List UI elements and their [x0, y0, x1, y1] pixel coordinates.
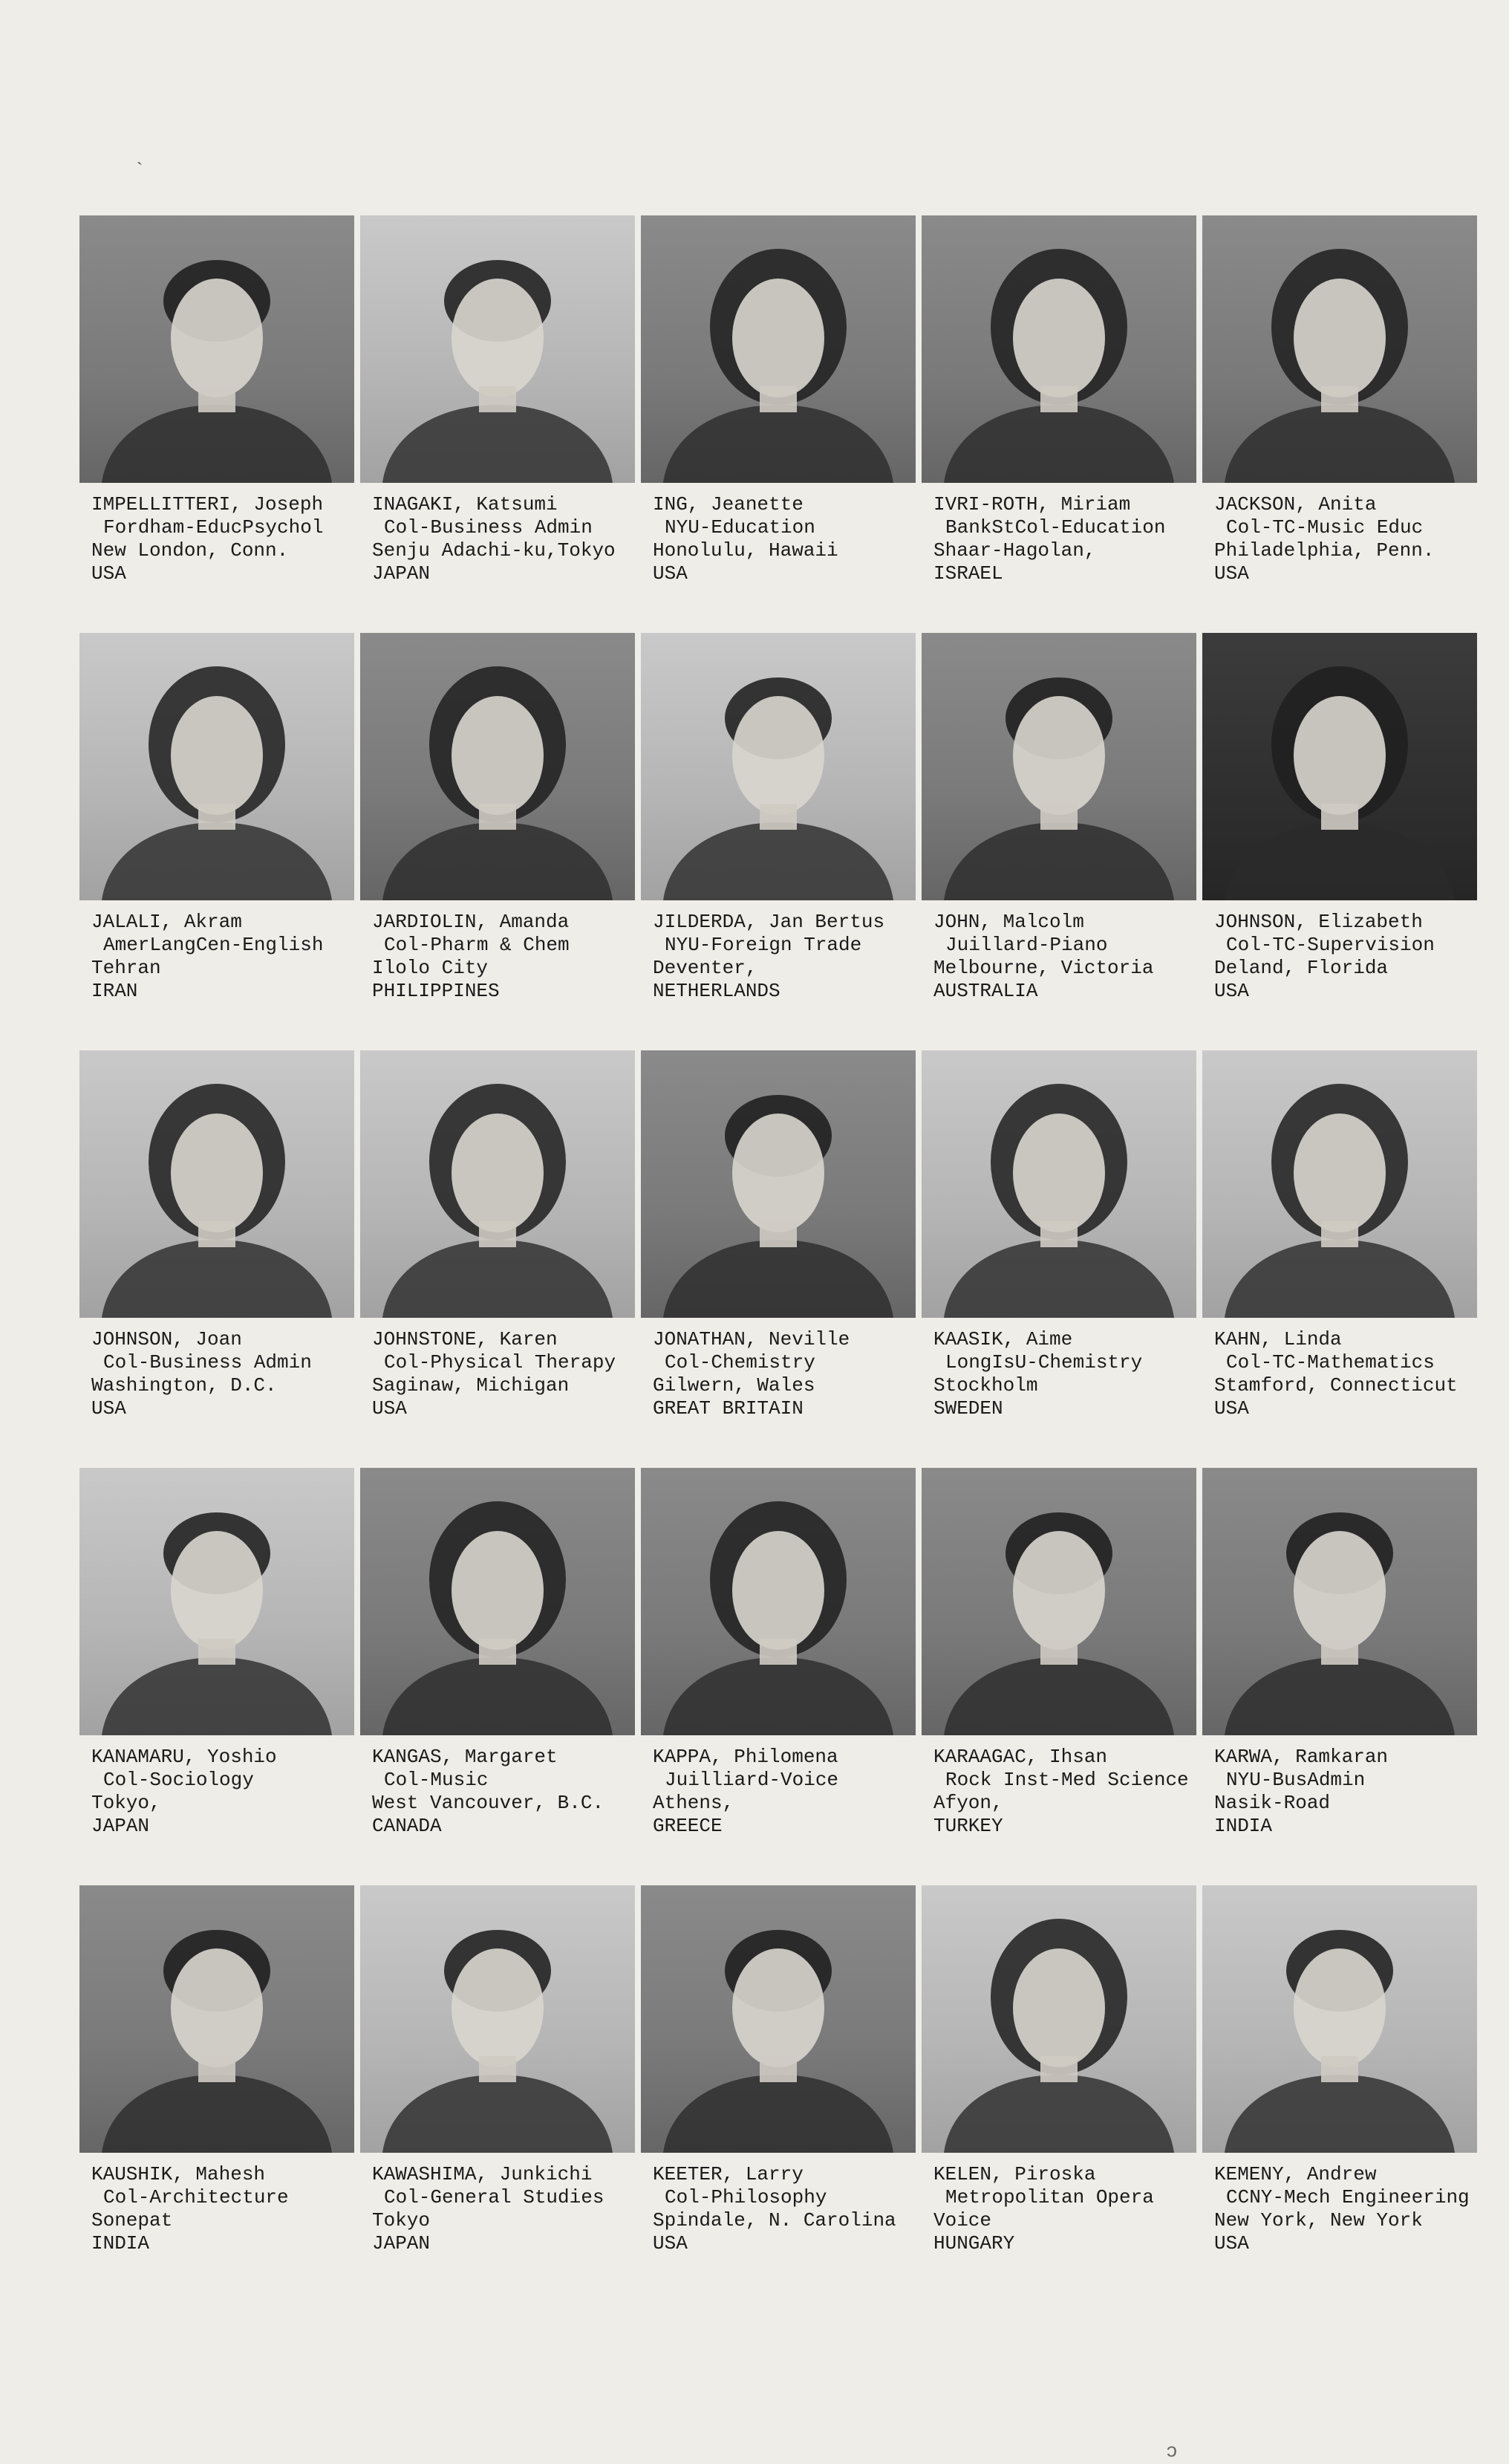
student-country: ISRAEL [933, 562, 1003, 585]
student-country: JAPAN [372, 2232, 431, 2255]
student-caption [922, 911, 1201, 1003]
student-caption [641, 1746, 920, 1838]
student-card [922, 1050, 1201, 1468]
student-card [79, 1050, 359, 1468]
portrait-photo [641, 1885, 916, 2153]
portrait-photo [360, 1050, 635, 1318]
student-city: New London, Conn. [91, 539, 289, 562]
student-caption [360, 911, 639, 1003]
student-name: IMPELLITTERI, Joseph [91, 493, 324, 516]
student-card [360, 1468, 639, 1885]
student-card [79, 1885, 359, 2303]
student-caption [1202, 1328, 1482, 1420]
student-name: KELEN, Piroska [933, 2163, 1096, 2185]
student-name: JILDERDA, Jan Bertus [653, 911, 885, 933]
portrait-photo [1202, 215, 1477, 483]
student-name: JOHNSON, Joan [91, 1328, 242, 1350]
student-name: JOHNSON, Elizabeth [1214, 911, 1423, 933]
portrait-photo [360, 1468, 635, 1735]
student-school: Col-General Studies [384, 2186, 604, 2208]
page-corner-mark: ɔ [1166, 2440, 1178, 2463]
student-city: Ilolo City [372, 957, 489, 979]
student-name: JARDIOLIN, Amanda [372, 911, 570, 933]
student-caption [360, 1328, 639, 1420]
student-school: Juilliard-Voice [665, 1769, 839, 1791]
student-name: KANGAS, Margaret [372, 1746, 558, 1768]
portrait-photo [360, 1885, 635, 2153]
student-caption [1202, 493, 1482, 585]
student-card [922, 633, 1201, 1050]
student-portrait-grid [79, 215, 1483, 2303]
student-country: INDIA [1214, 1815, 1273, 1837]
student-country: IRAN [91, 980, 138, 1002]
student-country: SWEDEN [933, 1397, 1003, 1420]
student-name: KAPPA, Philomena [653, 1746, 838, 1768]
portrait-photo [1202, 633, 1477, 900]
student-name: JOHNSTONE, Karen [372, 1328, 558, 1350]
portrait-photo [79, 215, 354, 483]
student-city: Voice [933, 2209, 992, 2231]
student-caption [922, 2163, 1201, 2255]
student-country: NETHERLANDS [653, 980, 780, 1002]
student-card [922, 1468, 1201, 1885]
student-country: USA [1214, 562, 1249, 585]
student-country: USA [372, 1397, 407, 1420]
student-city: Washington, D.C. [91, 1374, 277, 1397]
student-country: AUSTRALIA [933, 980, 1038, 1002]
student-school: Col-Sociology [103, 1769, 254, 1791]
student-card [79, 1468, 359, 1885]
student-card [1202, 1050, 1482, 1468]
student-country: GREECE [653, 1815, 723, 1837]
student-school: Col-Pharm & Chem [384, 934, 570, 956]
student-caption [922, 1328, 1201, 1420]
student-caption [641, 493, 920, 585]
student-card [1202, 1885, 1482, 2303]
student-card [79, 215, 359, 633]
student-caption [79, 493, 359, 585]
student-name: KANAMARU, Yoshio [91, 1746, 277, 1768]
student-city: Tokyo, [91, 1792, 161, 1814]
portrait-photo [922, 633, 1196, 900]
student-caption [1202, 911, 1482, 1003]
portrait-photo [922, 1050, 1196, 1318]
student-school: Col-Philosophy [665, 2186, 827, 2208]
student-city: Sonepat [91, 2209, 173, 2231]
student-name: INAGAKI, Katsumi [372, 493, 558, 516]
student-school: NYU-Education [665, 516, 815, 539]
student-card [641, 633, 920, 1050]
student-card [360, 1885, 639, 2303]
student-school: NYU-BusAdmin [1226, 1769, 1366, 1791]
student-caption [79, 1746, 359, 1838]
student-city: New York, New York [1214, 2209, 1423, 2231]
student-card [641, 1468, 920, 1885]
portrait-photo [79, 1050, 354, 1318]
student-school: CCNY-Mech Engineering [1226, 2186, 1470, 2208]
portrait-photo [79, 1885, 354, 2153]
student-card [1202, 633, 1482, 1050]
student-city: Shaar-Hagolan, [933, 539, 1096, 562]
portrait-photo [922, 215, 1196, 483]
student-country: USA [1214, 1397, 1249, 1420]
student-name: KAUSHIK, Mahesh [91, 2163, 266, 2185]
portrait-photo [79, 1468, 354, 1735]
student-school: Col-Business Admin [384, 516, 593, 539]
student-city: Stockholm [933, 1374, 1038, 1397]
student-city: Spindale, N. Carolina [653, 2209, 896, 2231]
student-city: Honolulu, Hawaii [653, 539, 838, 562]
student-card [1202, 215, 1482, 633]
student-caption [922, 493, 1201, 585]
portrait-photo [360, 215, 635, 483]
student-caption [360, 1746, 639, 1838]
student-country: USA [1214, 2232, 1249, 2255]
student-caption [641, 2163, 920, 2255]
student-country: INDIA [91, 2232, 150, 2255]
student-caption [1202, 2163, 1482, 2255]
student-name: JOHN, Malcolm [933, 911, 1084, 933]
student-country: TURKEY [933, 1815, 1003, 1837]
student-country: USA [653, 562, 688, 585]
portrait-photo [79, 633, 354, 900]
student-school: Col-Physical Therapy [384, 1351, 616, 1374]
student-caption [641, 911, 920, 1003]
portrait-photo [922, 1468, 1196, 1735]
student-card [360, 633, 639, 1050]
portrait-photo [922, 1885, 1196, 2153]
student-caption [922, 1746, 1201, 1838]
student-school: Metropolitan Opera [945, 2186, 1154, 2208]
student-school: Col-TC-Music Educ [1226, 516, 1424, 539]
student-name: JALALI, Akram [91, 911, 242, 933]
student-school: Col-Music [384, 1769, 489, 1791]
student-school: AmerLangCen-English [103, 934, 324, 956]
student-name: KEMENY, Andrew [1214, 2163, 1377, 2185]
student-city: Tehran [91, 957, 161, 979]
student-caption [79, 911, 359, 1003]
student-city: Deland, Florida [1214, 957, 1389, 979]
student-country: GREAT BRITAIN [653, 1397, 804, 1420]
student-school: LongIsU-Chemistry [945, 1351, 1143, 1374]
portrait-photo [1202, 1050, 1477, 1318]
student-name: ING, Jeanette [653, 493, 804, 516]
student-country: USA [653, 2232, 688, 2255]
student-name: KEETER, Larry [653, 2163, 804, 2185]
student-name: IVRI-ROTH, Miriam [933, 493, 1131, 516]
student-card [922, 215, 1201, 633]
student-name: JACKSON, Anita [1214, 493, 1377, 516]
student-school: NYU-Foreign Trade [665, 934, 862, 956]
student-card [360, 1050, 639, 1468]
student-city: West Vancouver, B.C. [372, 1792, 604, 1814]
portrait-photo [641, 633, 916, 900]
student-school: Col-TC-Supervision [1226, 934, 1435, 956]
student-country: HUNGARY [933, 2232, 1015, 2255]
portrait-photo [641, 1050, 916, 1318]
student-caption [641, 1328, 920, 1420]
student-city: Senju Adachi-ku,Tokyo [372, 539, 616, 562]
student-name: KAHN, Linda [1214, 1328, 1342, 1350]
portrait-photo [1202, 1885, 1477, 2153]
student-country: USA [91, 562, 126, 585]
student-country: JAPAN [372, 562, 431, 585]
student-name: KARWA, Ramkaran [1214, 1746, 1389, 1768]
student-name: JONATHAN, Neville [653, 1328, 850, 1350]
student-card [922, 1885, 1201, 2303]
student-city: Tokyo [372, 2209, 431, 2231]
portrait-photo [641, 215, 916, 483]
student-card [1202, 1468, 1482, 1885]
student-city: Gilwern, Wales [653, 1374, 815, 1397]
student-country: JAPAN [91, 1815, 150, 1837]
student-city: Nasik-Road [1214, 1792, 1331, 1814]
student-city: Melbourne, Victoria [933, 957, 1154, 979]
student-city: Saginaw, Michigan [372, 1374, 570, 1397]
student-school: Col-Business Admin [103, 1351, 312, 1374]
portrait-photo [360, 633, 635, 900]
student-city: Afyon, [933, 1792, 1003, 1814]
student-school: Rock Inst-Med Science [945, 1769, 1189, 1791]
student-name: KAWASHIMA, Junkichi [372, 2163, 593, 2185]
student-country: USA [1214, 980, 1249, 1002]
student-city: Athens, [653, 1792, 734, 1814]
student-school: BankStCol-Education [945, 516, 1166, 539]
student-city: Philadelphia, Penn. [1214, 539, 1435, 562]
student-school: Col-Chemistry [665, 1351, 815, 1374]
student-name: KARAAGAC, Ihsan [933, 1746, 1108, 1768]
student-card [360, 215, 639, 633]
portrait-photo [1202, 1468, 1477, 1735]
student-country: CANADA [372, 1815, 442, 1837]
student-city: Stamford, Connecticut [1214, 1374, 1458, 1397]
stray-tick-mark: ` [134, 160, 146, 182]
student-caption [360, 2163, 639, 2255]
student-caption [79, 2163, 359, 2255]
student-city: Deventer, [653, 957, 757, 979]
student-caption [1202, 1746, 1482, 1838]
student-card [79, 633, 359, 1050]
portrait-photo [641, 1468, 916, 1735]
student-school: Col-TC-Mathematics [1226, 1351, 1435, 1374]
student-country: PHILIPPINES [372, 980, 500, 1002]
student-school: Juillard-Piano [945, 934, 1108, 956]
student-country: USA [91, 1397, 126, 1420]
student-card [641, 1050, 920, 1468]
student-card [641, 1885, 920, 2303]
student-caption [360, 493, 639, 585]
student-school: Fordham-EducPsychol [103, 516, 324, 539]
student-card [641, 215, 920, 633]
student-school: Col-Architecture [103, 2186, 289, 2208]
student-caption [79, 1328, 359, 1420]
student-name: KAASIK, Aime [933, 1328, 1073, 1350]
